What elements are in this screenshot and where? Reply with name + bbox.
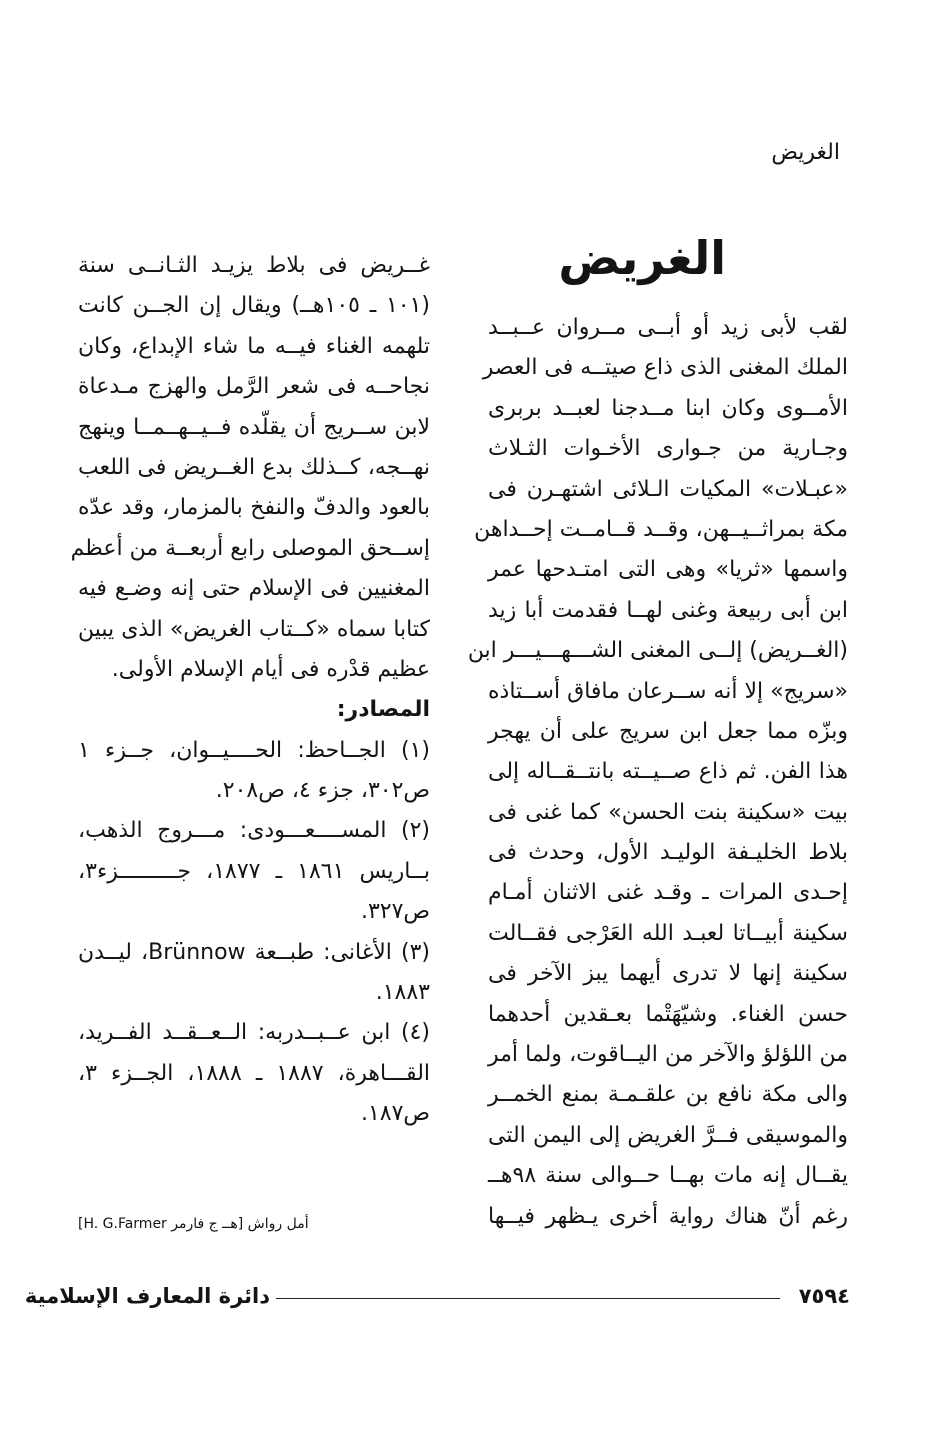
text-line: ص٣٢٧. <box>360 899 430 925</box>
text-line: ابن أبى ربيعة وغنى لهــا فقدمت أبا زيد <box>488 597 848 623</box>
text-line: رغم أنّ هناك رواية أخرى يـظهر فيــها <box>488 1203 848 1229</box>
text-line: واسمها «ثريا» وهى التى امتـدحها عمر <box>488 557 848 583</box>
source-entry <box>78 731 430 812</box>
text-line: مكة بمراثــيــهن، وقــد قــامــت إحــداهن <box>474 516 848 542</box>
text-line: حسن الغناء. وشيّهَتْما بعـقدين أحدهما <box>488 1001 848 1027</box>
text-line: سكينة أبيــاتا لعبـد الله العَرْجى فقــالت <box>488 920 848 946</box>
text-line: عظيم قدْره فى أيام الإسلام الأولى. <box>111 656 430 682</box>
article-title: الغريض <box>558 231 726 285</box>
text-line: ص١٨٧. <box>360 1101 430 1127</box>
sources-heading: المصادر: <box>336 697 430 723</box>
text-line: (١٠١ ـ ١٠٥هــ) ويقال إن الجــن كانت <box>78 293 431 319</box>
text-line: لقب لأبى زيد أو أبــى مــروان عــبــد <box>488 315 848 340</box>
text-line: لابن ســريج أن يقلّده فــيــهــمــا وينهج <box>78 414 430 440</box>
source-entry <box>78 933 430 1014</box>
text-line: وبزّه مما جعل ابن سريج على أن يهجر <box>488 718 848 744</box>
text-line: الملك المغنى الذى ذاع صيتــه فى العصر <box>482 355 848 381</box>
text-line: «سريج» إلا أنه ســرعان مافاق أســتاذه <box>488 678 848 704</box>
text-line: ١٨٨٣. <box>375 980 430 1006</box>
text-line: المغنيين فى الإسلام حتى إنه وضـع فيه <box>78 576 430 602</box>
author-attribution: أمل رواش [هــ ج فارمر H. G.Farmer] <box>78 1216 309 1232</box>
text-line: (٤) ابن عــبــدربه: الــعــقــد الفــريد، <box>78 1020 430 1046</box>
text-line: (الغــريض) إلــى المغنى الشـــهـــيـــر ابن <box>467 638 848 664</box>
source-entry <box>78 811 430 932</box>
left-column <box>70 246 431 1135</box>
text-line: نجاحــه فى شعر الرَّمل والهزج مـدعاة <box>78 374 430 400</box>
journal-name: دائرة المعارف الإسلامية <box>24 1284 270 1308</box>
text-line: تلهمه الغناء فيــه ما شاء الإبداع، وكان <box>78 333 430 359</box>
text-line: بلاط الخليـفة الوليـد الأول، وحدث فى <box>488 840 848 866</box>
text-line: بــاريس ١٨٦١ ـ ١٨٧٧، جـــــــــزء٣، <box>78 858 431 884</box>
right-column <box>467 308 848 1237</box>
page-number: ٧٥٩٤ <box>798 1284 850 1308</box>
text-line: والموسيقى فــرَّ الغريض إلى اليمن التى <box>488 1122 848 1148</box>
text-line: كتابا سماه «كــتاب الغريض» الذى يبين <box>78 616 430 642</box>
text-line: (٣) الأغانى: طبــعة Brünnow، ليــدن <box>78 939 430 965</box>
text-line: الأمــوى وكان ابنا مــدجنا لعبــد بربرى <box>488 395 848 421</box>
running-head: الغريض <box>771 140 840 165</box>
text-line: من اللؤلؤ والآخر من اليــاقوت، ولما أمر <box>488 1042 848 1068</box>
text-line: سكينة إنها لا تدرى أيهما يبز الآخر فى <box>488 961 848 987</box>
text-line: بالعود والدفّ والنفخ بالمزمار، وقد عدّه <box>78 495 430 521</box>
text-line: نهــجه، كــذلك بدع الغــريض فى اللعب <box>78 454 430 480</box>
text-line: والى مكة نافع بن علقـمـة بمنع الخمــر <box>488 1082 848 1108</box>
source-entry <box>78 1013 430 1134</box>
text-line: (١) الجــاحظ: الحــــيــوان، جــزء ١ <box>78 737 430 763</box>
text-line: غــريض فى بلاط يزيـد الثـانــى سنة <box>78 253 430 278</box>
text-line: إحـدى المرات ـ وقـد غنى الاثنان أمـام <box>488 880 848 906</box>
text-line: (٢) المســــعـــودى: مـــروج الذهب، <box>78 818 430 844</box>
text-line: بيت «سكينة بنت الحسن» كما غنى فى <box>488 799 848 825</box>
text-line: يقــال إنه مات بهــا حــوالى سنة ٩٨هــ <box>488 1163 848 1189</box>
text-line: القـــاهرة، ١٨٨٧ ـ ١٨٨٨، الجــزء ٣، <box>78 1060 431 1086</box>
text-line: وجـارية من جـوارى الأخـوات الثـلاث <box>488 436 848 462</box>
footer-rule <box>276 1298 780 1299</box>
text-line: إســحق الموصلى رابع أربعــة من أعظم <box>70 535 430 561</box>
text-line: هذا الفن. ثم ذاع صــيــته بانتــقــاله إلى <box>488 759 848 785</box>
text-line: «عبـلات» المكيات الـلائى اشتهـرن فى <box>488 476 848 502</box>
text-line: ص٣٠٢، جزء ٤، ص٢٠٨. <box>215 778 430 804</box>
